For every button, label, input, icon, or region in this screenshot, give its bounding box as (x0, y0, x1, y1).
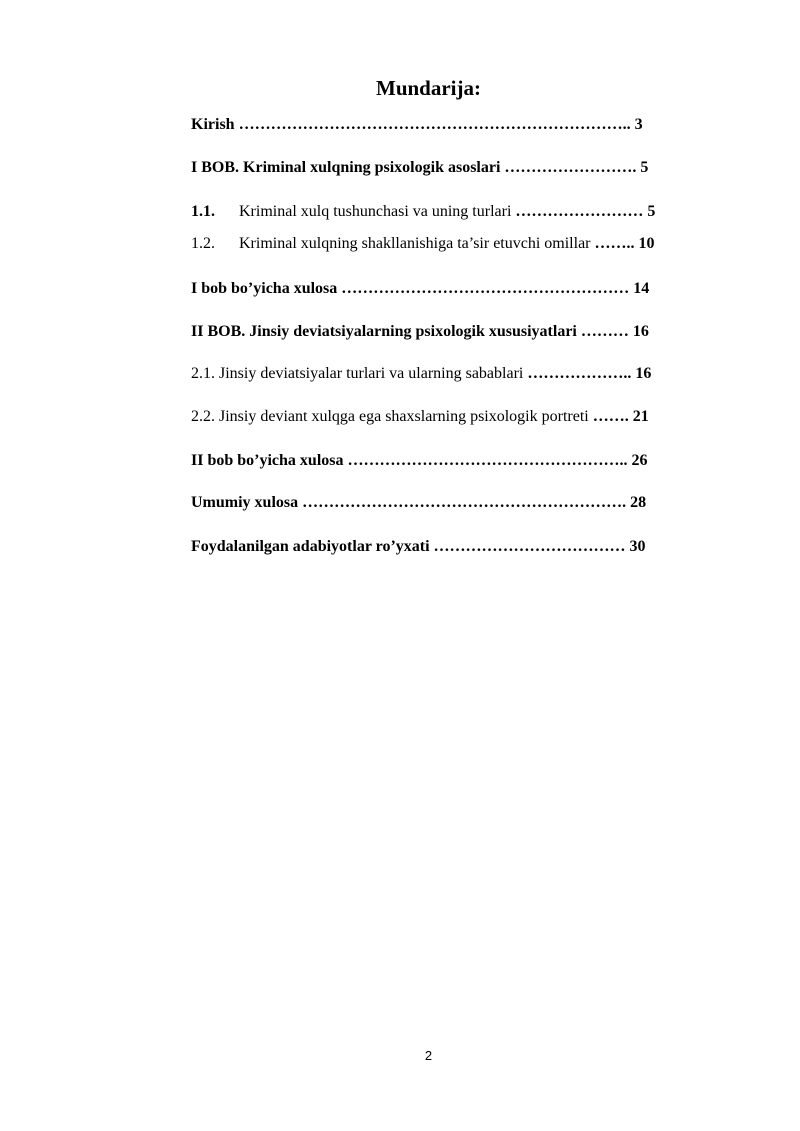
toc-entry-leader: ……. (588, 408, 633, 425)
toc-entry-page: 5 (647, 203, 656, 220)
toc-entry-leader: ……………………………………………………. (298, 494, 631, 511)
toc-entry-title: Kriminal xulq tushunchasi va uning turlari (239, 203, 512, 220)
toc-entry-title: 2.1. Jinsiy deviatsiyalar turlari va ularning sabablari (191, 365, 524, 382)
toc-entry-title: Kirish (191, 116, 235, 133)
toc-entry-title: I BOB. Kriminal xulqning psixologik asoslari (191, 159, 501, 176)
toc-entry-leader: ……… (576, 323, 633, 340)
toc-entry-page: 5 (640, 159, 649, 176)
toc-entry-leader: ……………………………………………………………….. (234, 116, 635, 133)
toc-entry[interactable] (191, 537, 724, 557)
toc-entry-page: 16 (635, 365, 652, 382)
toc-entry[interactable] (191, 279, 724, 299)
toc-entry[interactable] (191, 493, 724, 513)
toc-entry-title: Kriminal xulqning shakllanishiga ta’sir etuvchi omillar (239, 235, 591, 252)
toc-entry-title: II bob bo’yicha xulosa (191, 452, 344, 469)
toc-entry[interactable] (191, 202, 724, 222)
toc-entry[interactable] (191, 322, 724, 342)
toc-entry-leader: ……………….. (523, 365, 636, 382)
toc-entry-number: 1.1. (191, 203, 215, 220)
toc-entry-title: 2.2. Jinsiy deviant xulqga ega shaxslarning psixologik portreti (191, 408, 589, 425)
toc-entry-page: 16 (632, 323, 649, 340)
toc-entry-leader: …….. (590, 235, 639, 252)
toc-entry[interactable] (191, 115, 724, 135)
toc-entry-leader: …………………………………………….. (343, 452, 632, 469)
toc-entry-page: 14 (633, 280, 650, 297)
toc-entry-page: 30 (629, 538, 646, 555)
toc-entry-leader: …………………… (511, 203, 648, 220)
toc-entry-leader: ……………………. (500, 159, 641, 176)
toc-entry-leader: ……………………………… (429, 538, 630, 555)
toc-entry[interactable] (191, 451, 724, 471)
page-title: Mundarija: (376, 76, 481, 100)
toc-entry-page: 10 (638, 235, 655, 252)
toc-entry-number: 1.2. (191, 235, 215, 252)
toc-entry[interactable] (191, 234, 724, 254)
toc-entry-page: 28 (630, 494, 647, 511)
toc-entry-title: II BOB. Jinsiy deviatsiyalarning psixologik xususiyatlari (191, 323, 577, 340)
toc-entry-title: I bob bo’yicha xulosa (191, 280, 338, 297)
toc-entry-page: 26 (631, 452, 648, 469)
toc-entry[interactable] (191, 158, 724, 178)
toc-entry[interactable] (191, 364, 724, 384)
toc-entry[interactable] (191, 407, 724, 427)
toc-entry-leader: ……………………………………………… (337, 280, 634, 297)
toc-entry-title: Foydalanilgan adabiyotlar ro’yxati (191, 538, 430, 555)
toc-entry-title: Umumiy xulosa (191, 494, 299, 511)
toc-entry-page: 21 (632, 408, 649, 425)
toc-entry-page: 3 (634, 116, 643, 133)
page-number: 2 (424, 1048, 433, 1063)
